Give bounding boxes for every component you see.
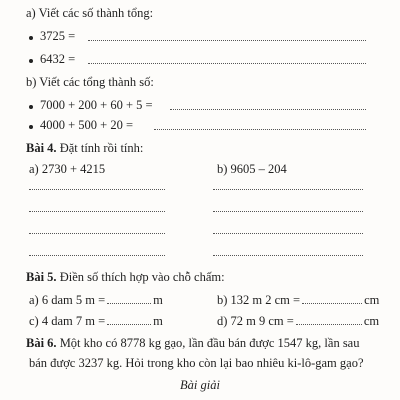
fill-blank[interactable] — [302, 303, 362, 304]
part-a-item-2: 6432 = — [40, 52, 76, 66]
answer-line[interactable] — [154, 129, 366, 130]
bai4-title: Đặt tính rồi tính: — [59, 141, 144, 155]
fill-blank[interactable] — [296, 324, 362, 325]
bai6-line2: bán được 3237 kg. Hỏi trong kho còn lại bao nhiêu ki-lô-gam gạo? — [29, 356, 364, 370]
part-b-heading: b) Viết các tổng thành số: — [26, 75, 154, 89]
bai5-item-c-prefix: c) 4 dam 7 m = — [29, 314, 106, 328]
bai5-item-b-unit: cm — [364, 293, 380, 307]
bai6-text-1: Một kho có 8778 kg gạo, lần đầu bán được 1547 kg, lần sau — [59, 336, 360, 350]
bai5-item-a — [29, 293, 163, 307]
work-line[interactable] — [29, 189, 165, 190]
bai5-item-c — [29, 314, 163, 328]
work-line[interactable] — [213, 233, 363, 234]
bai6-line1 — [26, 336, 359, 350]
bai4-heading — [26, 141, 143, 155]
fill-blank[interactable] — [107, 324, 151, 325]
bai5-item-a-prefix: a) 6 dam 5 m = — [29, 293, 106, 307]
part-b-item-1: 7000 + 200 + 60 + 5 = — [40, 98, 153, 112]
bullet-icon — [29, 36, 33, 40]
work-line[interactable] — [213, 255, 363, 256]
work-line[interactable] — [213, 211, 363, 212]
part-b-item-2: 4000 + 500 + 20 = — [40, 118, 134, 132]
bai5-label: Bài 5. — [26, 270, 57, 284]
part-a-item-1: 3725 = — [40, 29, 76, 43]
bullet-icon — [29, 59, 33, 63]
bai5-item-a-unit: m — [153, 293, 163, 307]
bullet-icon — [29, 125, 33, 129]
work-line[interactable] — [29, 211, 165, 212]
bai4-left-problem: a) 2730 + 4215 — [29, 162, 106, 176]
bullet-icon — [29, 105, 33, 109]
bai5-item-b-prefix: b) 132 m 2 cm = — [217, 293, 301, 307]
fill-blank[interactable] — [107, 303, 151, 304]
bai5-item-d-prefix: d) 72 m 9 cm = — [217, 314, 294, 328]
bai5-item-d-unit: cm — [363, 314, 380, 328]
work-line[interactable] — [29, 233, 165, 234]
bai4-label: Bài 4. — [26, 141, 57, 155]
bai5-heading — [26, 270, 225, 284]
answer-line[interactable] — [88, 63, 366, 64]
bai4-right-problem: b) 9605 – 204 — [217, 162, 287, 176]
solution-label: Bài giải — [180, 378, 220, 392]
work-line[interactable] — [213, 189, 363, 190]
bai5-item-c-unit: m — [153, 314, 163, 328]
answer-line[interactable] — [88, 40, 366, 41]
bai5-item-d — [217, 314, 379, 328]
part-a-heading: a) Viết các số thành tổng: — [26, 6, 154, 20]
bai5-title: Điền số thích hợp vào chỗ chấm: — [59, 270, 225, 284]
work-line[interactable] — [29, 255, 165, 256]
bai5-item-b — [217, 293, 379, 307]
answer-line[interactable] — [170, 109, 366, 110]
bai6-label: Bài 6. — [26, 336, 57, 350]
